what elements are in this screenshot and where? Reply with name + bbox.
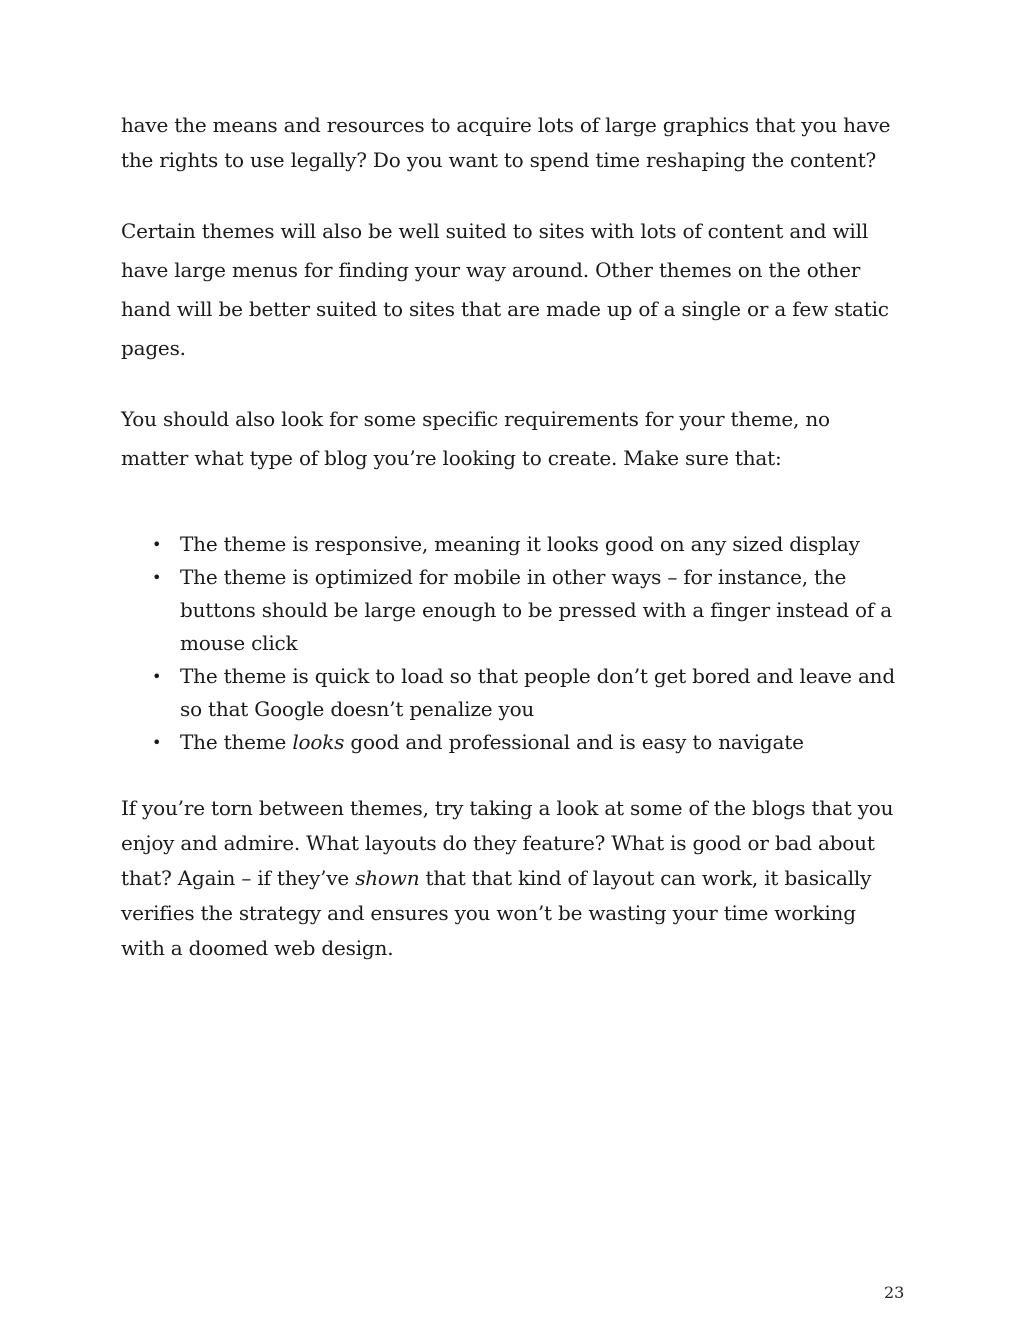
paragraph-theme-suitability: Certain themes will also be well suited to sites with lots of content and will have large menus for finding your way around. Other themes on the other hand will be better suited to sites that are made up of a single or a few static pages.: [121, 219, 889, 360]
list-item-mobile: [121, 561, 901, 660]
bullet-icon: •: [152, 667, 162, 686]
requirements-list: [121, 510, 901, 759]
paragraph-text-after: that that kind of layout can work, it basically verifies the strategy and ensures you won’t be wasting your time working with a doomed web design.: [121, 866, 872, 960]
list-item-text-after: good and professional and is easy to navigate: [344, 730, 804, 754]
list-item-emphasis: looks: [292, 730, 345, 754]
paragraph-torn-between-themes: [121, 791, 901, 966]
list-item-responsive: [121, 528, 901, 561]
bullet-icon: •: [152, 535, 162, 554]
list-item-load-speed: [121, 660, 901, 726]
list-item-looks: [121, 726, 901, 759]
paragraph-text-before: If you’re torn between themes, try taking a look at some of the blogs that you enjoy and admire. What layouts do they feature? What is good or bad about that? Again – if they’ve: [121, 796, 894, 890]
paragraph-requirements-intro: You should also look for some specific requirements for your theme, no matter what type of blog you’re looking to create. Make sure that:: [121, 407, 830, 470]
list-item-text: The theme is quick to load so that people don’t get bored and leave and so that Google doesn’t penalize you: [180, 664, 895, 721]
page-content: [121, 108, 901, 1000]
list-item-text: The theme is responsive, meaning it looks good on any sized display: [180, 532, 860, 556]
bullet-icon: •: [152, 733, 162, 752]
paragraph-emphasis: shown: [355, 866, 420, 890]
list-item-text-before: The theme: [180, 730, 293, 754]
paragraph-graphics-question: have the means and resources to acquire lots of large graphics that you have the rights to use legally? Do you want to spend time reshaping the content?: [121, 113, 891, 172]
page-number: 23: [884, 1283, 905, 1302]
bullet-icon: •: [152, 568, 162, 587]
list-item-text: The theme is optimized for mobile in other ways – for instance, the buttons should be large enough to be pressed with a finger instead of a mouse click: [180, 565, 892, 655]
